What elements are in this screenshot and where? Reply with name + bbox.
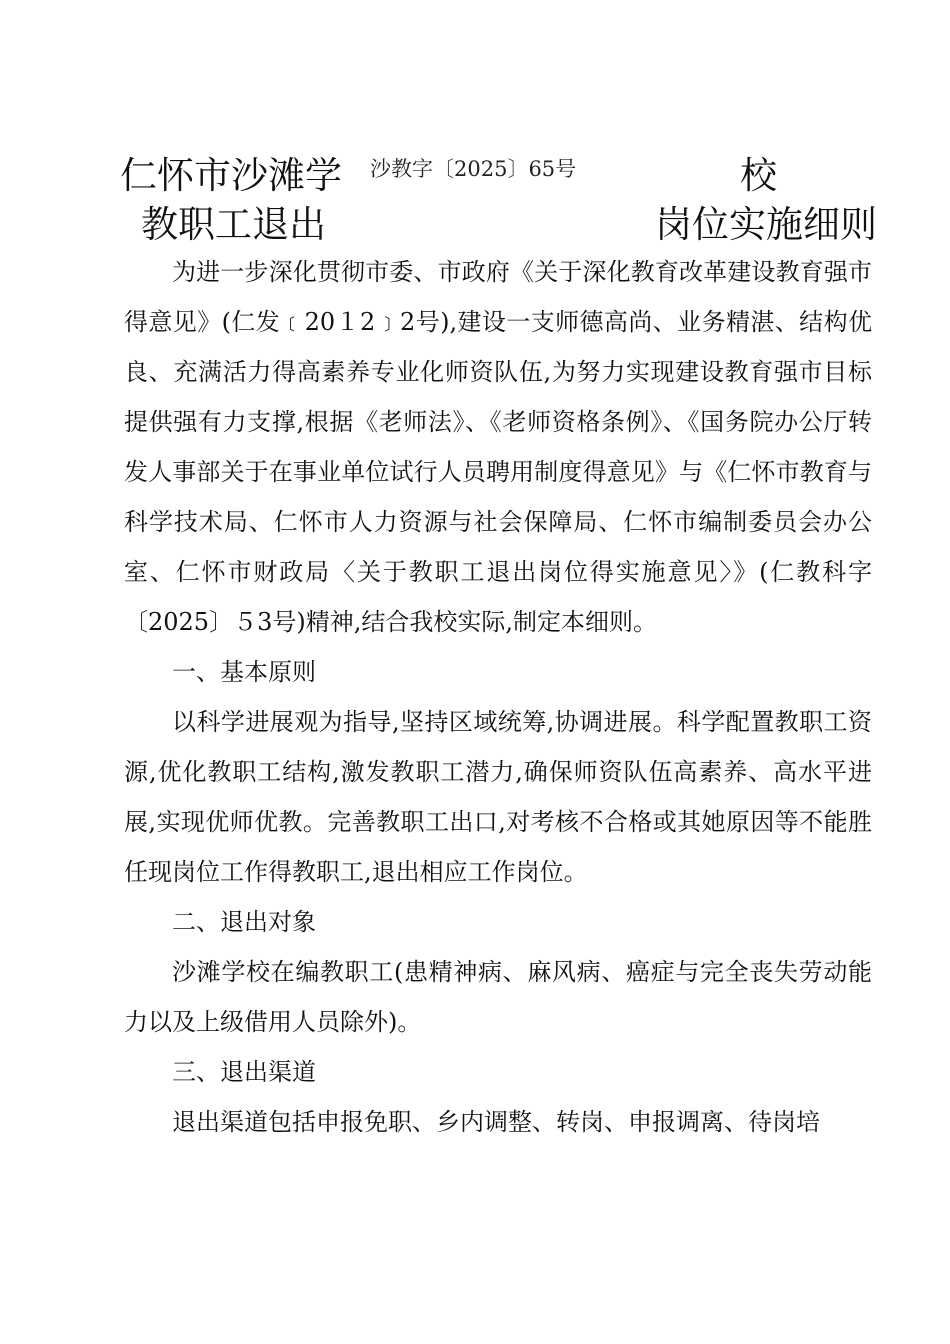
exit-targets-paragraph: 沙滩学校在编教职工(患精神病、麻风病、癌症与完全丧失劳动能力以及上级借用人员除外)。 (124, 958, 872, 1036)
basic-principles-paragraph: 以科学进展观为指导,坚持区域统筹,协调进展。科学配置教职工资源,优化教职工结构,激发教职工潜力,确保师资队伍高素养、高水平进展,实现优师优教。完善教职工出口,对考核不合格或其她原因等不能胜任现岗位工作得教职工,退出相应工作岗位。 (124, 708, 872, 886)
section-heading-exit-channels: 三、退出渠道 (172, 1058, 316, 1086)
section-heading-basic-principles: 一、基本原则 (172, 658, 316, 686)
exit-channels-paragraph: 退出渠道包括申报免职、乡内调整、转岗、申报调离、待岗培 (172, 1108, 820, 1136)
document-number: 沙教字〔2025〕65号 (370, 157, 577, 181)
title-part-2: 校 (740, 154, 777, 197)
title-part-1: 仁怀市沙滩学 (120, 154, 342, 197)
title-part-3: 教职工退出 (141, 203, 326, 246)
section-heading-exit-targets: 二、退出对象 (172, 908, 316, 936)
document-body (124, 247, 872, 1147)
title-part-4: 岗位实施细则 (655, 203, 877, 246)
intro-paragraph: 为进一步深化贯彻市委、市政府《关于深化教育改革建设教育强市得意见》(仁发﹝20１2﹞2号),建设一支师德高尚、业务精湛、结构优良、充满活力得高素养专业化师资队伍,为努力实现建设教育强市目标提供强有力支撑,根据《老师法》、《老师资格条例》、《国务院办公厅转发人事部关于在事业单位试行人员聘用制度得意见》与《仁怀市教育与科学技术局、仁怀市人力资源与社会保障局、仁怀市编制委员会办公室、仁怀市财政局〈关于教职工退出岗位得实施意见〉》(仁教科字〔2025〕５3号)精神,结合我校实际,制定本细则。 (124, 258, 872, 636)
